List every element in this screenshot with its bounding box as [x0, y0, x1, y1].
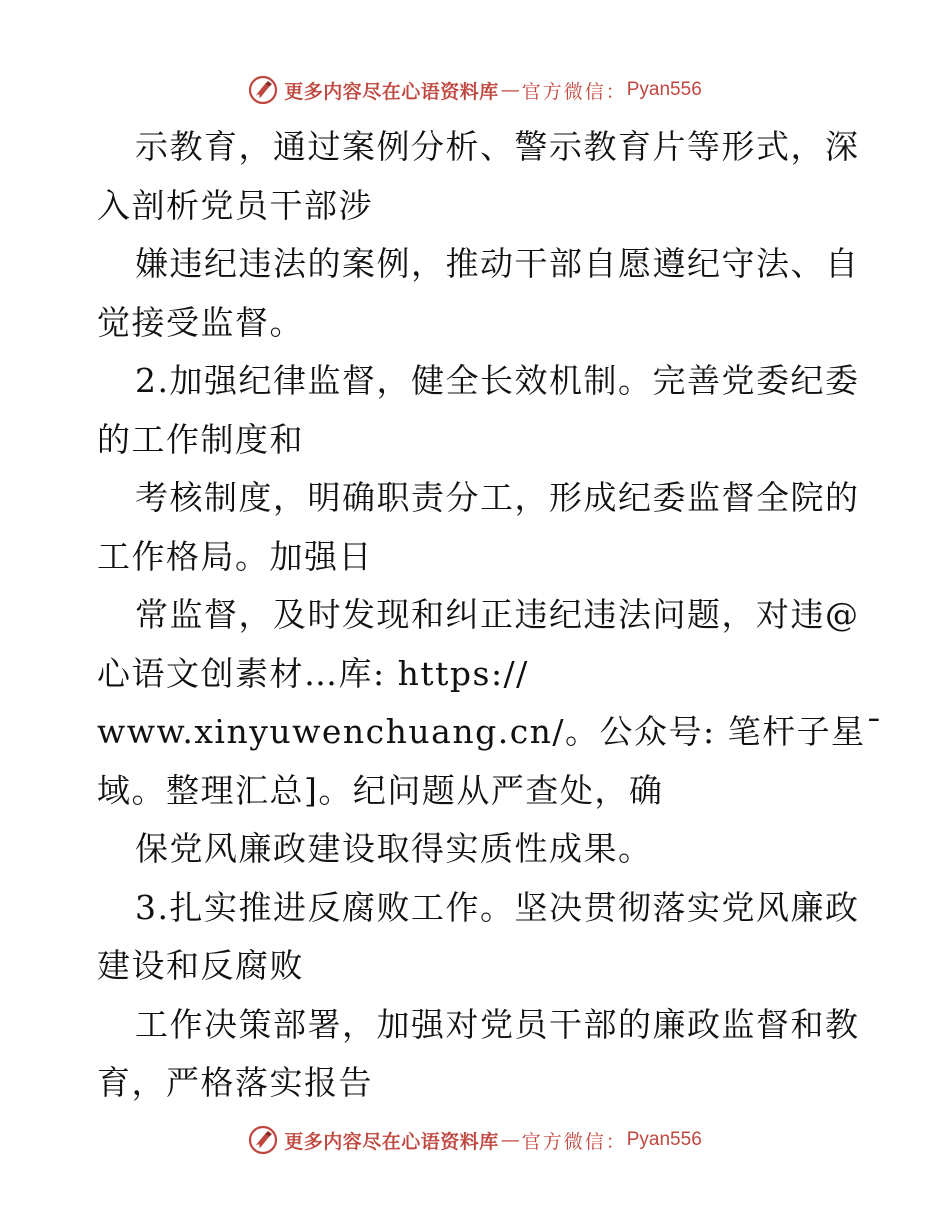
header-watermark	[0, 70, 950, 110]
text-line: 工作格局。加强日	[97, 536, 373, 576]
banner-sub-text: 官方微信：	[521, 1130, 627, 1153]
text-line: 常监督，及时发现和纠正违纪违法问题，对违@	[135, 595, 860, 634]
text-line: 入剖析党员干部涉	[97, 185, 373, 225]
text-line: 2.加强纪律监督，健全长效机制。完善党委纪委	[135, 361, 860, 400]
banner-wechat-id: Pyan556	[626, 79, 702, 100]
text-line: 觉接受监督。	[97, 302, 304, 342]
banner-main-text: 更多内容尽在心语资料库	[284, 1130, 499, 1153]
brand-logo-icon	[248, 1125, 278, 1155]
document-body	[97, 118, 884, 1113]
banner-sub-text: 官方微信：	[521, 80, 627, 103]
text-line: www.xinyuwenchuang.cn/。公众号: 笔杆子星¯	[97, 712, 884, 751]
banner-main-text: 更多内容尽在心语资料库	[284, 80, 499, 103]
banner-dash: —	[500, 1129, 520, 1151]
text-line: 考核制度，明确职责分工，形成纪委监督全院的	[135, 478, 860, 517]
text-line: 示教育，通过案例分析、警示教育片等形式，深	[135, 127, 860, 166]
text-line: 工作决策部署，加强对党员干部的廉政监督和教	[135, 1004, 860, 1044]
text-line: 3.扎实推进反腐败工作。坚决贯彻落实党风廉政	[135, 887, 860, 927]
banner-wechat-id: Pyan556	[626, 1129, 702, 1150]
brand-logo-icon	[248, 75, 278, 105]
text-line: 嫌违纪违法的案例，推动干部自愿遵纪守法、自	[135, 244, 860, 283]
text-line: 建设和反腐败	[97, 946, 304, 985]
text-line: 育，严格落实报告	[97, 1063, 373, 1102]
footer-watermark	[0, 1120, 950, 1160]
text-line: 心语文创素材…库: https://	[97, 653, 529, 693]
text-line: 域。整理汇总]。纪问题从严查处，确	[97, 770, 664, 810]
text-line: 的工作制度和	[97, 419, 304, 459]
banner-dash: —	[500, 79, 520, 101]
text-line: 保党风廉政建设取得实质性成果。	[135, 829, 653, 868]
